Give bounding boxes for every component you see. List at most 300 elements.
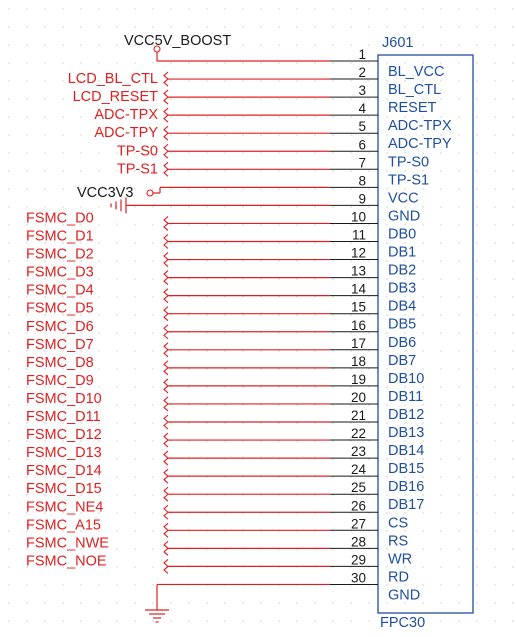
grid-dot (134, 584, 135, 585)
grid-dot (278, 62, 279, 63)
grid-dot (368, 170, 369, 171)
grid-dot (98, 62, 99, 63)
net-port-marker (164, 487, 168, 501)
grid-dot (332, 278, 333, 279)
grid-dot (260, 620, 261, 621)
net-label: LCD_BL_CTL (67, 71, 158, 88)
grid-dot (386, 242, 387, 243)
grid-dot (260, 278, 261, 279)
grid-dot (170, 242, 171, 243)
grid-dot (350, 8, 351, 9)
net-label: FSMC_D4 (26, 282, 94, 299)
grid-dot (422, 548, 423, 549)
grid-dot (494, 116, 495, 117)
net-port-marker (164, 126, 168, 140)
pin-signal-name: RS (388, 533, 409, 550)
grid-dot (242, 332, 243, 333)
grid-dot (512, 188, 513, 189)
pin-number: 24 (350, 462, 366, 478)
grid-dot (476, 206, 477, 207)
grid-dot (170, 152, 171, 153)
grid-dot (476, 512, 477, 513)
grid-dot (404, 8, 405, 9)
grid-dot (98, 224, 99, 225)
grid-dot (440, 566, 441, 567)
grid-dot (152, 548, 153, 549)
grid-dot (440, 386, 441, 387)
grid-dot (206, 350, 207, 351)
grid-dot (206, 80, 207, 81)
grid-dot (512, 458, 513, 459)
grid-dot (188, 170, 189, 171)
grid-dot (494, 170, 495, 171)
grid-dot (8, 476, 9, 477)
pin-number: 29 (350, 552, 366, 568)
grid-dot (422, 368, 423, 369)
grid-dot (44, 80, 45, 81)
grid-dot (26, 206, 27, 207)
grid-dot (494, 602, 495, 603)
grid-dot (44, 62, 45, 63)
net-label-list (26, 71, 158, 569)
grid-dot (512, 476, 513, 477)
grid-dot (62, 206, 63, 207)
net-port-marker (164, 451, 168, 465)
grid-dot (206, 386, 207, 387)
pin-signal-name: DB7 (388, 352, 417, 369)
grid-dot (476, 242, 477, 243)
grid-dot (116, 476, 117, 477)
pin-number: 7 (358, 155, 366, 171)
grid-dot (368, 260, 369, 261)
grid-dot (26, 152, 27, 153)
grid-dot (98, 332, 99, 333)
grid-dot (458, 602, 459, 603)
grid-dot (116, 458, 117, 459)
grid-dot (242, 8, 243, 9)
grid-dot (242, 206, 243, 207)
grid-dot (476, 404, 477, 405)
grid-dot (332, 422, 333, 423)
grid-dot (116, 440, 117, 441)
grid-dot (224, 188, 225, 189)
grid-dot (440, 242, 441, 243)
grid-dot (62, 98, 63, 99)
power-port-vcc3v3 (147, 190, 153, 196)
grid-dot (134, 602, 135, 603)
grid-dot (134, 458, 135, 459)
grid-dot (332, 80, 333, 81)
grid-dot (62, 8, 63, 9)
grid-dot (134, 530, 135, 531)
pin-list (330, 47, 452, 603)
connector-part: FPC30 (380, 615, 426, 631)
grid-dot (44, 26, 45, 27)
grid-dot (314, 8, 315, 9)
grid-dot (8, 512, 9, 513)
pin-signal-name: DB2 (388, 262, 417, 279)
grid-dot (422, 332, 423, 333)
grid-dot (206, 98, 207, 99)
grid-dot (206, 314, 207, 315)
net-port-marker (164, 325, 168, 339)
grid-dot (44, 188, 45, 189)
grid-dot (278, 134, 279, 135)
grid-dot (314, 278, 315, 279)
grid-dot (314, 602, 315, 603)
grid-dot (476, 476, 477, 477)
grid-dot (260, 602, 261, 603)
grid-dot (188, 602, 189, 603)
net-port-marker (164, 343, 168, 357)
pin-number: 23 (350, 444, 366, 460)
grid-dot (368, 620, 369, 621)
grid-dot (368, 602, 369, 603)
grid-dot (512, 278, 513, 279)
net-port-marker (164, 90, 168, 104)
grid-dot (188, 242, 189, 243)
pin-number: 18 (350, 353, 366, 369)
grid-dot (170, 80, 171, 81)
grid-dot (188, 62, 189, 63)
grid-dot (152, 602, 153, 603)
grid-dot (332, 350, 333, 351)
grid-dot (512, 116, 513, 117)
pin-number: 13 (350, 263, 366, 279)
grid-dot (134, 494, 135, 495)
grid-dot (494, 494, 495, 495)
grid-dot (278, 620, 279, 621)
grid-dot (26, 98, 27, 99)
grid-dot (44, 584, 45, 585)
grid-dot (116, 404, 117, 405)
pin-number: 8 (358, 173, 366, 189)
grid-dot (134, 350, 135, 351)
grid-dot (278, 242, 279, 243)
grid-dot (242, 134, 243, 135)
net-label: FSMC_D2 (26, 246, 94, 263)
grid-dot (278, 170, 279, 171)
grid-dot (224, 386, 225, 387)
grid-dot (224, 602, 225, 603)
grid-dot (98, 584, 99, 585)
grid-dot (242, 44, 243, 45)
grid-dot (188, 350, 189, 351)
grid-dot (26, 62, 27, 63)
grid-dot (260, 26, 261, 27)
grid-dot (368, 224, 369, 225)
grid-dot (134, 278, 135, 279)
grid-dot (62, 26, 63, 27)
grid-dot (170, 224, 171, 225)
grid-dot (206, 8, 207, 9)
grid-dot (440, 170, 441, 171)
grid-dot (422, 278, 423, 279)
pin-number: 27 (350, 516, 366, 532)
grid-dot (368, 404, 369, 405)
grid-dot (242, 620, 243, 621)
grid-dot (152, 242, 153, 243)
grid-dot (512, 134, 513, 135)
grid-dot (476, 386, 477, 387)
grid-dot (260, 368, 261, 369)
grid-dot (512, 440, 513, 441)
grid-dot (422, 296, 423, 297)
grid-dot (8, 530, 9, 531)
grid-dot (404, 242, 405, 243)
grid-dot (242, 386, 243, 387)
grid-dot (134, 188, 135, 189)
grid-dot (332, 602, 333, 603)
grid-dot (440, 26, 441, 27)
grid-dot (134, 620, 135, 621)
net-port-marker (164, 108, 168, 122)
grid-dot (44, 170, 45, 171)
grid-dot (350, 26, 351, 27)
grid-dot (260, 80, 261, 81)
grid-dot (152, 458, 153, 459)
grid-dot (296, 350, 297, 351)
grid-dot (458, 80, 459, 81)
grid-dot (422, 206, 423, 207)
grid-dot (476, 584, 477, 585)
grid-dot (494, 620, 495, 621)
grid-dot (26, 602, 27, 603)
grid-dot (440, 368, 441, 369)
pin-number: 30 (350, 570, 366, 586)
grid-dot (476, 8, 477, 9)
grid-dot (350, 206, 351, 207)
grid-dot (458, 548, 459, 549)
grid-dot (458, 206, 459, 207)
grid-dot (170, 296, 171, 297)
grid-dot (224, 278, 225, 279)
grid-dot (350, 62, 351, 63)
grid-dot (368, 368, 369, 369)
grid-dot (170, 260, 171, 261)
grid-dot (170, 386, 171, 387)
grid-dot (134, 512, 135, 513)
pin-number: 1 (358, 47, 366, 62)
grid-dot (440, 350, 441, 351)
grid-dot (440, 584, 441, 585)
grid-dot (440, 188, 441, 189)
grid-dot (476, 152, 477, 153)
net-label: LCD_RESET (72, 89, 158, 106)
grid-dot (458, 260, 459, 261)
grid-dot (224, 80, 225, 81)
grid-dot (134, 26, 135, 27)
grid-dot (422, 314, 423, 315)
grid-dot (152, 440, 153, 441)
grid-dot (206, 278, 207, 279)
grid-dot (116, 512, 117, 513)
grid-dot (458, 422, 459, 423)
net-label: TP-S1 (116, 161, 158, 178)
grid-dot (152, 386, 153, 387)
grid-dot (8, 260, 9, 261)
grid-dot (350, 170, 351, 171)
grid-dot (440, 98, 441, 99)
grid-dot (494, 224, 495, 225)
grid-dot (242, 278, 243, 279)
grid-dot (296, 62, 297, 63)
grid-dot (44, 620, 45, 621)
grid-dot (188, 260, 189, 261)
grid-dot (332, 170, 333, 171)
grid-dot (26, 584, 27, 585)
grid-dot (152, 260, 153, 261)
grid-dot (296, 224, 297, 225)
grid-dot (152, 62, 153, 63)
pin-signal-name: BL_CTL (388, 82, 442, 99)
pin-signal-name: TP-S0 (388, 154, 430, 171)
grid-dot (116, 548, 117, 549)
grid-dot (440, 530, 441, 531)
pin-signal-name: GND (388, 587, 421, 604)
grid-dot (170, 602, 171, 603)
grid-dot (494, 512, 495, 513)
grid-dot (314, 44, 315, 45)
grid-dot (422, 602, 423, 603)
grid-dot (332, 44, 333, 45)
grid-dot (458, 440, 459, 441)
pin-signal-name: DB10 (388, 370, 425, 387)
grid-dot (98, 8, 99, 9)
grid-dot (494, 584, 495, 585)
grid-dot (512, 332, 513, 333)
grid-dot (368, 26, 369, 27)
grid-dot (368, 188, 369, 189)
net-port-marker (164, 397, 168, 411)
grid-dot (170, 188, 171, 189)
grid-dot (494, 26, 495, 27)
grid-dot (332, 206, 333, 207)
grid-dot (422, 224, 423, 225)
grid-dot (368, 386, 369, 387)
grid-dot (224, 350, 225, 351)
grid-dot (296, 332, 297, 333)
grid-dot (494, 80, 495, 81)
grid-dot (98, 314, 99, 315)
grid-dot (368, 332, 369, 333)
pin-signal-name: ADC-TPX (388, 118, 452, 135)
net-label: FSMC_A15 (26, 517, 101, 534)
grid-dot (44, 134, 45, 135)
grid-dot (188, 620, 189, 621)
grid-dot (458, 188, 459, 189)
net-port-marker (164, 559, 168, 573)
grid-dot (260, 134, 261, 135)
grid-dot (332, 224, 333, 225)
grid-dot (98, 278, 99, 279)
grid-dot (476, 260, 477, 261)
grid-dot (296, 26, 297, 27)
grid-dot (512, 386, 513, 387)
grid-dot (422, 350, 423, 351)
grid-dot (188, 26, 189, 27)
grid-dot (440, 206, 441, 207)
grid-dot (188, 188, 189, 189)
grid-dot (296, 116, 297, 117)
grid-dot (62, 116, 63, 117)
grid-dot (512, 296, 513, 297)
grid-dot (458, 386, 459, 387)
grid-dot (134, 440, 135, 441)
net-port-marker (164, 289, 168, 303)
net-port-marker (164, 162, 168, 176)
grid-dot (494, 332, 495, 333)
grid-dot (62, 134, 63, 135)
net-label: FSMC_D13 (26, 445, 102, 462)
grid-dot (458, 8, 459, 9)
grid-dot (8, 350, 9, 351)
grid-dot (314, 296, 315, 297)
grid-dot (80, 134, 81, 135)
grid-dot (494, 62, 495, 63)
grid-dot (98, 152, 99, 153)
grid-dot (512, 620, 513, 621)
grid-dot (206, 368, 207, 369)
grid-dot (278, 8, 279, 9)
grid-dot (314, 152, 315, 153)
grid-dot (476, 458, 477, 459)
net-label: FSMC_NWE (26, 535, 109, 552)
grid-dot (260, 8, 261, 9)
grid-dot (80, 62, 81, 63)
grid-dot (62, 62, 63, 63)
grid-dot (224, 224, 225, 225)
pin-number: 9 (358, 191, 366, 207)
grid-dot (134, 566, 135, 567)
grid-dot (278, 98, 279, 99)
grid-dot (278, 80, 279, 81)
grid-dot (116, 26, 117, 27)
net-port-marker (164, 235, 168, 249)
grid-dot (368, 98, 369, 99)
grid-dot (80, 602, 81, 603)
grid-dot (440, 620, 441, 621)
grid-dot (494, 152, 495, 153)
pin-number: 28 (350, 534, 366, 550)
grid-dot (494, 260, 495, 261)
grid-dot (512, 566, 513, 567)
grid-dot (458, 368, 459, 369)
grid-dot (152, 188, 153, 189)
connector-pin[interactable] (330, 47, 444, 80)
grid-dot (188, 8, 189, 9)
grid-dot (512, 602, 513, 603)
grid-dot (368, 80, 369, 81)
grid-dot (260, 314, 261, 315)
pin-number: 14 (350, 281, 366, 297)
grid-dot (422, 242, 423, 243)
grid-dot (8, 62, 9, 63)
grid-dot (116, 314, 117, 315)
grid-dot (116, 260, 117, 261)
grid-dot (512, 260, 513, 261)
grid-dot (314, 188, 315, 189)
grid-dot (260, 224, 261, 225)
grid-dot (206, 224, 207, 225)
grid-dot (422, 26, 423, 27)
grid-dot (116, 296, 117, 297)
grid-dot (494, 458, 495, 459)
grid-dot (260, 386, 261, 387)
grid-dot (62, 170, 63, 171)
grid-dot (296, 620, 297, 621)
grid-dot (476, 26, 477, 27)
